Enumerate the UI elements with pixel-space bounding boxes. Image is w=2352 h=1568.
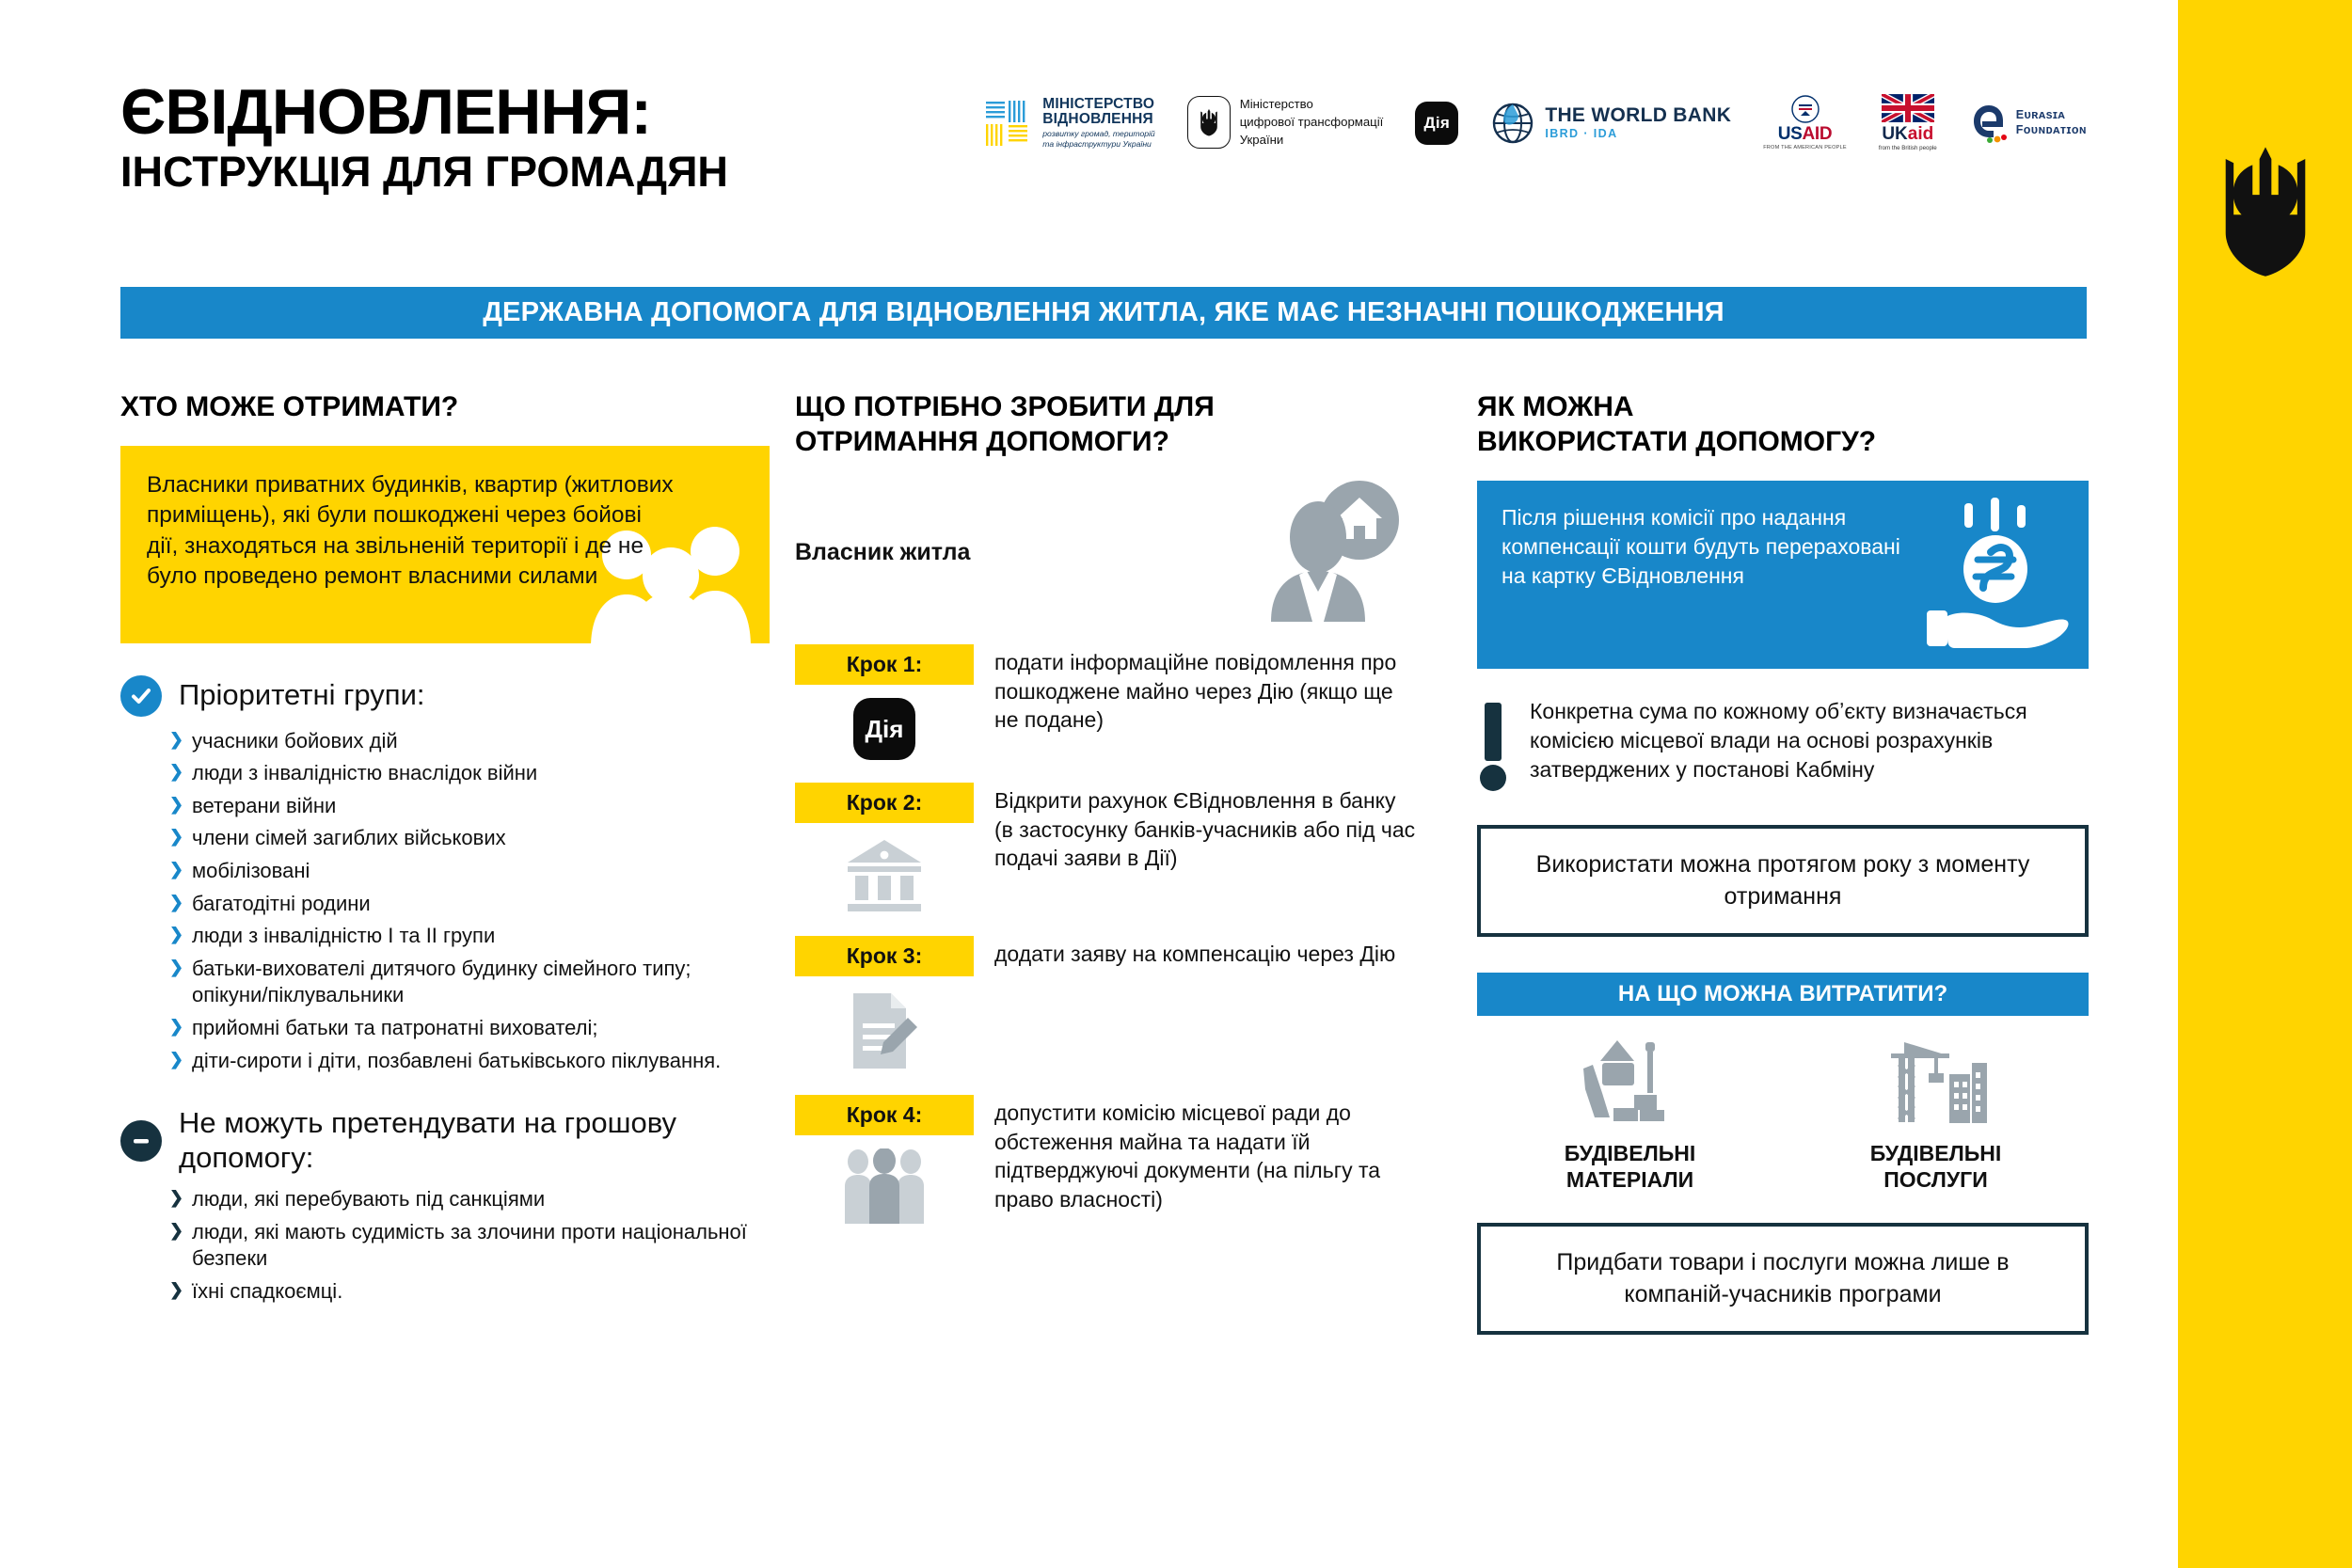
exclamation-icon [1477,697,1509,795]
minus-icon [130,1130,152,1152]
usaid-seal-icon [1791,95,1820,123]
page-subtitle: ІНСТРУКЦІЯ ДЛЯ ГРОМАДЯН [120,147,728,196]
homeowner-house-icon [1258,481,1408,622]
right-heading-line1: ЯК МОЖНА [1477,391,1634,422]
mdt-trident-frame [1187,96,1231,149]
construction-crane-icon [1882,1037,1991,1127]
usage-deadline-text: Використати можна протягом року з моменту отримання [1535,851,2030,910]
union-jack-icon [1882,94,1934,122]
eligibility-text: Власники приватних будинків, квартир (житлових приміщень), які були пошкоджені через бойові дії, знаходяться на звільненій території і де не було проведено ремонт власними силами [147,471,674,590]
title-block [120,73,728,194]
list-item: ❯ ветерани війни [169,793,770,820]
column-how-to-use [1477,390,2089,1335]
step-3 [795,936,1416,1072]
minus-circle-icon [120,1120,162,1162]
payout-card [1477,481,2089,669]
spend-item-services [1819,1037,2054,1193]
ukaid-tagline: from the British people [1878,145,1937,151]
step-1-icon-wrap [795,698,974,760]
world-bank-globe-icon [1490,101,1535,146]
eligibility-card [120,446,770,643]
usaid-part2: AID [1802,124,1833,144]
step-1-text: подати інформаційне повідомлення про пошкоджене майно через Дію (якщо ще не подане) [994,650,1397,733]
list-item: ❯ мобілізовані [169,858,770,885]
page-header [120,73,2087,214]
spend-categories [1477,1037,2089,1193]
spend-services-label: БУДІВЕЛЬНІ ПОСЛУГИ [1869,1141,2002,1193]
bank-icon [844,836,925,913]
step-3-chip: Крок 3: [795,936,974,976]
usaid-wordmark [1763,125,1847,143]
main-banner [120,287,2087,339]
column-how-to-apply [795,390,1416,1226]
middle-heading [795,390,1416,460]
spend-banner-text: НА ЩО МОЖНА ВИТРАТИТИ? [1617,981,1948,1006]
list-item: ❯ багатодітні родини [169,891,770,918]
logo-diia [1415,102,1458,145]
vendors-text: Придбати товари і послуги можна лише в компаній-учасників програми [1556,1249,2010,1307]
list-item: ❯ діти-сироти і діти, позбавлені батьківського піклування. [169,1048,770,1075]
diia-app-icon [853,698,915,760]
logo-world-bank [1490,101,1731,146]
eurasia-e-icon [1969,102,2009,145]
world-bank-text [1545,105,1731,140]
list-item: ❯ прийомні батьки та патронатні вихователі; [169,1015,770,1042]
step-2-chip: Крок 2: [795,783,974,823]
step-3-icon-wrap [795,990,974,1072]
middle-heading-line2: ОТРИМАННЯ ДОПОМОГИ? [795,425,1169,457]
step-3-left [795,936,974,1072]
list-item: ❯ люди з інвалідністю I та II групи [169,923,770,950]
owner-label: Власник житла [795,539,971,565]
ukaid-part2: aid [1907,124,1934,144]
list-item: ❯ люди з інвалідністю внаслідок війни [169,760,770,787]
eurasia-text [2016,108,2087,137]
excluded-groups-header [120,1106,770,1175]
step-1-chip: Крок 1: [795,644,974,685]
eurasia-line1: Eᴜʀᴀsɪᴀ [2015,107,2066,121]
spend-item-materials [1513,1037,1748,1193]
priority-groups-list [120,728,770,1075]
check-icon [130,685,152,707]
logo-ukaid [1879,94,1937,151]
building-materials-icon [1576,1037,1685,1127]
step-4 [795,1095,1416,1226]
usaid-part1: US [1777,124,1803,144]
list-item: ❯ їхні спадкоємці. [169,1278,770,1306]
partner-logos [984,73,2087,151]
three-people-icon [837,1148,931,1226]
mdt-line1: Міністерство [1239,97,1313,112]
step-4-text: допустити комісію місцевої ради до обстеження майна та надати їй підтверджуючі документи (на пільгу та право власності) [994,1101,1381,1212]
right-heading [1477,390,2089,460]
right-heading-line2: ВИКОРИСТАТИ ДОПОМОГУ? [1477,425,1877,457]
page-title: ЄВІДНОВЛЕННЯ: [120,76,652,148]
diia-app-icon [1415,102,1458,145]
step-2-text: Відкрити рахунок ЄВідновлення в банку (в застосунку банків-учасників або під час подачі заяви в Дії) [994,788,1416,871]
step-3-text: додати заяву на компенсацію через Дію [994,942,1396,966]
step-1-left [795,644,974,760]
ministry-restoration-mark-icon [984,99,1033,148]
owner-row [795,481,1416,622]
step-4-chip: Крок 4: [795,1095,974,1135]
wb-line1: THE WORLD BANK [1545,103,1732,126]
eurasia-line2: Fᴏᴜɴᴅᴀᴛɪᴏɴ [2015,122,2087,136]
trident-small-icon [1199,106,1219,138]
step-1 [795,644,1416,760]
main-banner-text: ДЕРЖАВНА ДОПОМОГА ДЛЯ ВІДНОВЛЕННЯ ЖИТЛА, ЯКЕ МАЄ НЕЗНАЧНІ ПОШКОДЖЕННЯ [483,297,1724,327]
vendors-box [1477,1223,2089,1335]
ukaid-wordmark [1879,125,1937,143]
ministry-restoration-text [1042,97,1154,149]
excluded-groups-title: Не можуть претендувати на грошову допомогу: [179,1106,676,1174]
step-2 [795,783,1416,913]
list-item: ❯ батьки-вихователі дитячого будинку сімейного типу; опікуни/піклувальники [169,956,770,1009]
spend-services-icon-wrap [1819,1037,2054,1127]
payout-text: Після рішення комісії про надання компенсації кошти будуть перераховані на картку ЄВідновлення [1502,505,1900,588]
hryvnia-coin-hand-icon [1921,498,2072,653]
list-item: ❯ люди, які перебувають під санкціями [169,1186,770,1213]
logo-ministry-restoration [984,97,1154,149]
excluded-groups-list [120,1186,770,1305]
left-heading: ХТО МОЖЕ ОТРИМАТИ? [120,391,459,422]
logo-eurasia-foundation [1969,102,2087,145]
mr-sub2: та інфраструктури України [1042,139,1152,150]
diia-app-label: Дія [865,714,904,743]
step-2-left [795,783,974,913]
mr-line1: МІНІСТЕРСТВО [1042,95,1155,112]
list-item: ❯ люди, які мають судимість за злочини проти національної безпеки [169,1219,770,1273]
priority-groups-header [120,675,770,717]
step-2-icon-wrap [795,836,974,913]
spend-banner [1477,973,2089,1016]
spend-materials-label: БУДІВЕЛЬНІ МАТЕРІАЛИ [1564,1141,1696,1193]
step-4-left [795,1095,974,1226]
middle-heading-line1: ЩО ПОТРІБНО ЗРОБИТИ ДЛЯ [795,391,1215,422]
usaid-tagline: FROM THE AMERICAN PEOPLE [1763,145,1847,150]
document-pencil-icon [846,990,923,1072]
wb-line2: IBRD · IDA [1545,126,1618,140]
mdt-line3: України [1239,132,1284,147]
usage-deadline-box [1477,825,2089,937]
ukraine-flag-band [2178,0,2352,1568]
mr-line2: ВІДНОВЛЕННЯ [1042,110,1153,127]
mdt-line2: цифрової трансформації [1239,115,1384,130]
ukaid-part1: UK [1882,124,1908,144]
ukraine-trident-emblem [2215,141,2316,280]
mr-sub1: розвитку громад, територій [1042,128,1155,138]
check-circle-icon [120,675,162,717]
mdt-text [1240,96,1384,149]
step-4-icon-wrap [795,1148,974,1226]
list-item: ❯ учасники бойових дій [169,728,770,755]
logo-ministry-digital [1187,96,1384,149]
logo-usaid [1763,95,1847,150]
amount-note [1477,697,2089,795]
diia-label: Дія [1423,113,1451,132]
list-item: ❯ члени сімей загиблих військових [169,825,770,852]
spend-materials-icon-wrap [1513,1037,1748,1127]
priority-groups-title: Пріоритетні групи: [179,678,425,712]
amount-note-text: Конкретна сума по кожному обʼєкту визначається комісією місцевої влади на основі розрахунків затверджених у постанові Кабміну [1530,699,2027,782]
column-who-can-receive [120,390,770,1311]
